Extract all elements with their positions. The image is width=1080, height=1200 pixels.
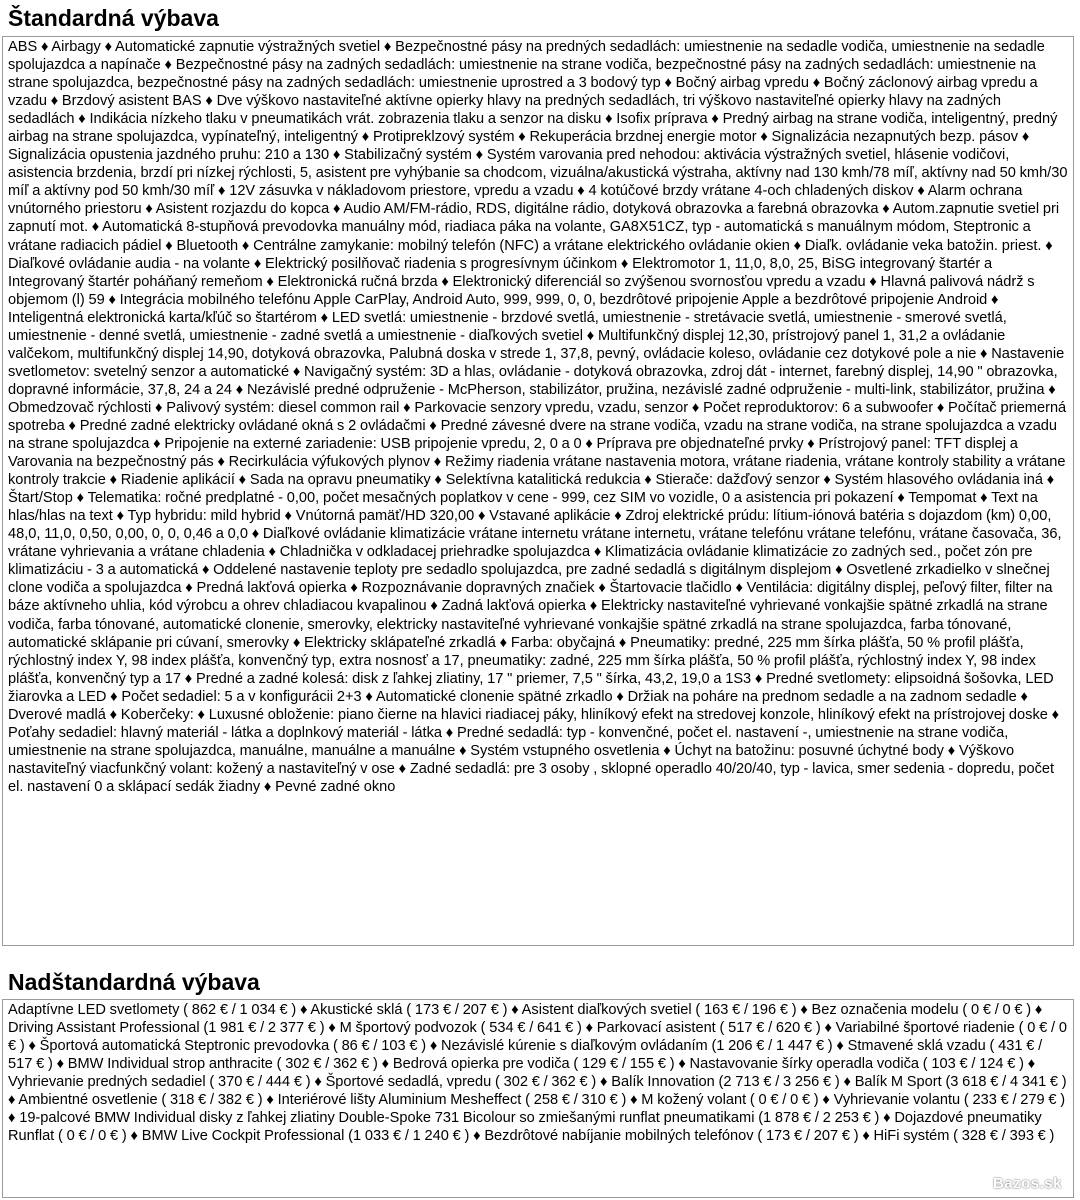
extra-equipment-box <box>2 999 1074 1198</box>
standard-equipment-list: ABS ♦ Airbagy ♦ Automatické zapnutie výstražných svetiel ♦ Bezpečnostné pásy na predných sedadlách: umiestnenie na sedadle vodiča, umiestnenie na sedadle spolujazdca a napínače ♦ Bezpečnostné pásy na zadných sedadlách: umiestnenie na strane vodiča, bezpečnostné pásy na zadných sedadlách: umiestnenie na strane spolujazdca, bezpečnostné pásy na zadných sedadlách: umiestnenie uprostred a 3 bodový typ ♦ Bočný airbag vpredu ♦ Bočný záclonový airbag vpredu a vzadu ♦ Brzdový asistent BAS ♦ Dve výškovo nastaviteľné aktívne opierky hlavy na predných sedadlách, tri výškovo nastaviteľné opierky hlavy na zadných sedadlách ♦ Indikácia nízkeho tlaku v pneumatikách vrát. zobrazenia tlaku a senzor na disku ♦ Isofix príprava ♦ Predný airbag na strane vodiča, inteligentný, predný airbag na strane spolujazdca, vypínateľný, inteligentný ♦ Protipreklzový systém ♦ Rekuperácia brzdnej energie motor ♦ Signalizácia nezapnutých bezp. pásov ♦ Signalizácia opustenia jazdného pruhu: 210 a 130 ♦ Stabilizačný systém ♦ Systém varovania pred nehodou: aktivácia výstražných svetiel, hlásenie vodičovi, asistencia brzdenia, brzdí pri nízkej rýchlosti, 5, asistent pre vyhýbanie sa chodcom, vizuálna/akustická výstraha, aktívny nad 130 kmh/78 míľ, aktívny nad 50 kmh/30 míľ a aktívny pod 50 kmh/30 míľ ♦ 12V zásuvka v nákladovom priestore, vpredu a vzadu ♦ 4 kotúčové brzdy vrátane 4-och chladených diskov ♦ Alarm ochrana vnútorného priestoru ♦ Asistent rozjazdu do kopca ♦ Audio AM/FM-rádio, RDS, digitálne rádio, dotyková obrazovka a farebná obrazovka ♦ Autom.zapnutie svetiel pri zapnutí mot. ♦ Automatická 8-stupňová prevodovka manuálny mód, riadiaca páka na volante, GA8X51CZ, typ - automatická s manuálnym módom, Steptronic a vrátane radiacich pádiel ♦ Bluetooth ♦ Centrálne zamykanie: mobilný telefón (NFC) a vrátane elektrického ovládanie okien ♦ Diaľk. ovládanie veka batožin. priest. ♦ Diaľkové ovládanie audia - na volante ♦ Elektrický posilňovač riadenia s progresívnym účinkom ♦ Elektromotor 1, 11,0, 8,0, 25, BiSG integrovaný štartér a Integrovaný štartér poháňaný remeňom ♦ Elektronická ručná brzda ♦ Elektronický diferenciál so zvýšenou svornosťou vpredu a vzadu ♦ Hlavná palivová nádrž s objemom (l) 59 ♦ Integrácia mobilného telefónu Apple CarPlay, Android Auto, 999, 999, 0, 0, bezdrôtové pripojenie Apple a bezdrôtové pripojenie Android ♦ Inteligentná elektronická karta/kľúč so štartérom ♦ LED svetlá: umiestnenie - brzdové svetlá, umiestnenie - stretávacie svetlá, umiestnenie - smerové svetlá, umiestnenie - denné svetlá, umiestnenie - zadné svetlá a umiestnenie - diaľkových svetiel ♦ Multifunkčný displej 12,30, prístrojový panel 1, 31,2 a ovládanie valčekom, multifunkčný displej 14,90, dotyková obrazovka, Palubná doska v strede 1, 37,8, pevný, ovládacie koleso, ovládanie cez dotykové pole a nie ♦ Nastavenie svetlometov: svetelný senzor a automatické ♦ Navigačný systém: 3D a hlas, ovládanie - dotyková obrazovka, zdroj dát - internet, farebný displej, 14,90 " obrazovka, dopravné informácie, 37,8, 24 a 24 ♦ Nezávislé predné odpruženie - McPherson, stabilizátor, pružina, nezávislé zadné odpruženie - multi-link, stabilizátor, pružina ♦ Obmedzovač rýchlosti ♦ Palivový systém: diesel common rail ♦ Parkovacie senzory vpredu, vzadu, senzor ♦ Počet reproduktorov: 6 a subwoofer ♦ Počítač priemerná spotreba ♦ Predné zadné elektricky ovládané okná s 2 ovládačmi ♦ Predné závesné dvere na strane vodiča, vzadu na strane vodiča, na strane spolujazdca a vzadu na strane spolujazdca ♦ Pripojenie na externé zariadenie: USB pripojenie vpredu, 2, 0 a 0 ♦ Príprava pre objednateľné prvky ♦ Prístrojový panel: TFT displej a Varovania na bezpečnostný pás ♦ Recirkulácia výfukových plynov ♦ Režimy riadenia vrátane nastavenia motora, vrátane riadenia, vrátane kontroly stability a vrátane kontroly trakcie ♦ Riadenie aplikácií ♦ Sada na opravu pneumatiky ♦ Selektívna katalitická redukcia ♦ Stierače: dažďový senzor ♦ Systém hlasového ovládania iná ♦ Štart/Stop ♦ Telematika: ročné predplatné - 0,00, počet mesačných poplatkov v cene - 999, cez SIM vo vozidle, 0 a asistencia pri pokazení ♦ Tempomat ♦ Text na hlas/hlas na text ♦ Typ hybridu: mild hybrid ♦ Vnútorná pamäť/HD 320,00 ♦ Vstavané aplikácie ♦ Zdroj elektrické prúdu: lítium-iónová batéria s dojazdom (km) 0,00, 48,0, 11,0, 0,50, 0,00, 0, 0, 0,46 a 0,0 ♦ Diaľkové ovládanie klimatizácie vrátane internetu vrátane internetu, vrátane telefónu vrátane telefónu, vrátane časovača, 36, vrátane vyhrievania a vrátane chladenia ♦ Chladnička v odkladacej priehradke spolujazdca ♦ Klimatizácia ovládanie klimatizácie zo zadných sed., počet zón pre klimatizáciu - 3 a automatická ♦ Oddelené nastavenie teploty pre sedadlo spolujazdca, pre zadné sedadlá s digitálnym displejom ♦ Osvetlené zrkadielko v slnečnej clone vodiča a spolujazdca ♦ Predná lakťová opierka ♦ Rozpoznávanie dopravných značiek ♦ Štartovacie tlačidlo ♦ Ventilácia: digitálny displej, peľový filter, filter na báze aktívneho uhlia, kód výrobcu a ohrev chladiacou kvapalinou ♦ Zadná lakťová opierka ♦ Elektricky nastaviteľné vyhrievané vonkajšie spätné zrkadlá na strane vodiča, farba tónované, automatické clonenie, smerovky, elektricky nastaviteľné vyhrievané vonkajšie spätné zrkadlá na strane spolujazdca, farba tónované, automatické sklápanie pri cúvaní, smerovky ♦ Elektricky sklápateľné zrkadlá ♦ Farba: obyčajná ♦ Pneumatiky: predné, 225 mm šírka plášťa, 50 % profil plášťa, rýchlostný index Y, 98 index plášťa, konvenčný typ, extra nosnosť a 17, pneumatiky: zadné, 225 mm šírka plášťa, 50 % profil plášťa, rýchlostný index Y, 98 index plášťa, konvenčný typ a 17 ♦ Predné a zadné kolesá: disk z ľahkej zliatiny, 17 " priemer, 7,5 " šírka, 43,2, 19,0 a 1S3 ♦ Predné svetlomety: elipsoidná šošovka, LED žiarovka a LED ♦ Počet sedadiel: 5 a v konfigurácii 2+3 ♦ Automatické clonenie spätné zrkadlo ♦ Držiak na poháre na prednom sedadle a na zadnom sedadle ♦ Dverové madlá ♦ Koberčeky: ♦ Luxusné obloženie: piano čierne na hlavici riadiacej páky, hliníkový efekt na stredovej konzole, hliníkový efekt na prístrojovej doske ♦ Poťahy sedadiel: hlavný materiál - látka a doplnkový materiál - látka ♦ Predné sedadlá: typ - konvenčné, počet el. nastavení -, umiestnenie na strane vodiča, umiestnenie na strane spolujazdca, manuálne, manuálne a manuálne ♦ Systém vstupného osvetlenia ♦ Úchyt na batožinu: posuvné úchytné body ♦ Výškovo nastaviteľný viacfunkčný volant: kožený a nastaviteľný v ose ♦ Zadné sedadlá: pre 3 osoby , sklopné operadlo 40/20/40, typ - lavica, smer sedenia - dopredu, počet el. nastavení 0 a sklápací sedák žiadny ♦ Pevné zadné okno <box>8 39 1068 795</box>
standard-equipment-box <box>2 36 1074 946</box>
bazos-watermark: Bazos.sk <box>992 1175 1062 1192</box>
standard-equipment-title: Štandardná výbava <box>8 5 219 31</box>
extra-equipment-title: Nadštandardná výbava <box>8 969 260 995</box>
extra-equipment-list: Adaptívne LED svetlomety ( 862 € / 1 034 € ) ♦ Akustické sklá ( 173 € / 207 € ) ♦ Asistent diaľkových svetiel ( 163 € / 196 € ) ♦ Bez označenia modelu ( 0 € / 0 € ) ♦ Driving Assistant Professional (1 981 € / 2 377 € ) ♦ M športový podvozok ( 534 € / 641 € ) ♦ Parkovací asistent ( 517 € / 620 € ) ♦ Variabilné športové riadenie ( 0 € / 0 € ) ♦ Športová automatická Steptronic prevodovka ( 86 € / 103 € ) ♦ Nezávislé kúrenie s diaľkovým ovládaním (1 206 € / 1 447 € ) ♦ Stmavené sklá vzadu ( 431 € / 517 € ) ♦ BMW Individual strop anthracite ( 302 € / 362 € ) ♦ Bedrová opierka pre vodiča ( 129 € / 155 € ) ♦ Nastavovanie šírky operadla vodiča ( 103 € / 124 € ) ♦ Vyhrievanie predných sedadiel ( 370 € / 444 € ) ♦ Športové sedadlá, vpredu ( 302 € / 362 € ) ♦ Balík Innovation (2 713 € / 3 256 € ) ♦ Balík M Sport (3 618 € / 4 341 € ) ♦ Ambientné osvetlenie ( 318 € / 382 € ) ♦ Interiérové lišty Aluminium Mesheffect ( 258 € / 310 € ) ♦ M kožený volant ( 0 € / 0 € ) ♦ Vyhrievanie volantu ( 233 € / 279 € ) ♦ 19-palcové BMW Individual disky z ľahkej zliatiny Double-Spoke 731 Bicolour so zmiešanými runflat pneumatikami (1 878 € / 2 253 € ) ♦ Dojazdové pneumatiky Runflat ( 0 € / 0 € ) ♦ BMW Live Cockpit Professional (1 033 € / 1 240 € ) ♦ Bezdrôtové nabíjanie mobilných telefónov ( 173 € / 207 € ) ♦ HiFi systém ( 328 € / 393 € ) <box>8 1002 1067 1145</box>
